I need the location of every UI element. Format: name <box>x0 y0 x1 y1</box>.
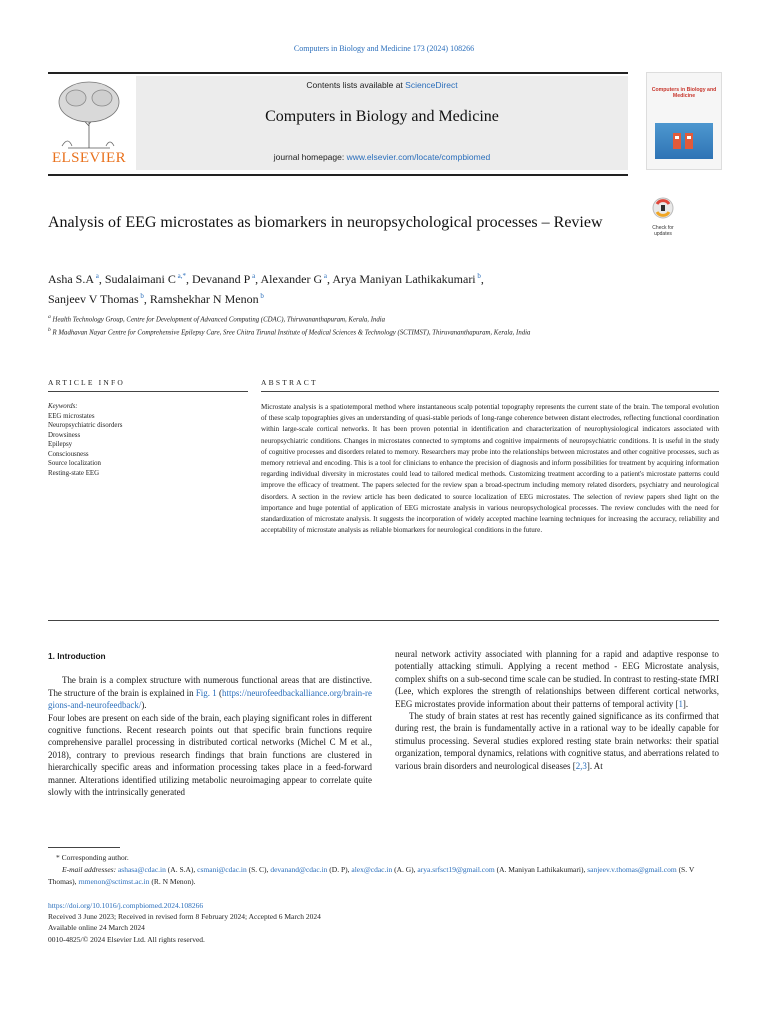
email-owner: (D. P), <box>327 865 352 874</box>
keyword-item: Drowsiness <box>48 431 81 439</box>
url-link[interactable]: https://neurofeedbackalliance.org/brain-regions-and-neurofeedback/ <box>48 687 372 711</box>
cover-title: Computers in Biology and Medicine <box>651 87 717 99</box>
keyword-item: Resting-state EEG <box>48 469 100 477</box>
header-bottom-rule <box>48 174 628 176</box>
email-owner: (R. N Menon). <box>149 877 196 886</box>
affiliation-text: R Madhavan Nayar Centre for Comprehensive Epilepsy Care, Sree Chitra Tirunal Institute of Medical Sciences & Technology (SCTIMST), Thiruvananthapuram, Kerala, India <box>52 329 531 337</box>
check-badge-line1: Check for <box>652 225 674 231</box>
affiliation-mark: b <box>48 327 51 334</box>
keyword-item: Consciousness <box>48 450 89 458</box>
affiliations <box>48 312 658 339</box>
body-paragraph: Four lobes are present on each side of the brain, each playing significant roles in different cognitive functions. Recent research points out that specific brain functions require comprehensive parallel processing in distributed cortical networks (Michel C M et al., 2018), contrary to previous research findings that brain functions are clustered in hierarchically specific areas and information processing takes place in a feed-forward manner. Alterations identified utilizing metabolic neuroimaging appear to correlate quite slowly with the intrinsically generated <box>48 712 372 798</box>
homepage-link[interactable]: www.elsevier.com/locate/compbiomed <box>346 152 491 162</box>
keyword-item: EEG microstates <box>48 412 95 420</box>
asterisk-mark: * <box>56 853 60 862</box>
keywords-label: Keywords: <box>48 403 78 410</box>
reference-link[interactable]: 1 <box>678 698 683 709</box>
body-paragraph: neural network activity associated with planning for a rapid and adaptive response to potentially attacking stimuli. Applying a recent method - EEG Microstate analysis, complex shifts on a sub-second time scale can be studied. In contrast to resting-state fMRI (Lee, which explores the strength of relationships between different cortical networks, EEG microstates provide information about their patterns of temporal activity [1]. <box>395 649 719 709</box>
body-column-left <box>48 638 372 798</box>
abstract-rule <box>261 391 719 392</box>
email-link[interactable]: rnmenon@sctimst.ac.in <box>78 877 150 886</box>
author-line-1: Asha S.A $^a$, Sudalaimani C $^{a,*}$, Devanand P $^a$, Alexander G $^a$, Arya Maniyan Lathikakumari $^b$, <box>48 272 484 286</box>
email-link[interactable]: alex@cdac.in <box>351 865 393 874</box>
check-for-updates-badge[interactable] <box>648 196 678 237</box>
author-affiliation-mark[interactable]: b <box>138 292 144 300</box>
copyright-line: 0010-4825/© 2024 Elsevier Ltd. All rights reserved. <box>48 934 205 944</box>
author-affiliation-mark[interactable]: a <box>94 272 99 280</box>
figure-link[interactable]: Fig. 1 <box>195 687 217 698</box>
author-name[interactable]: Devanand P <box>191 272 251 286</box>
contents-prefix: Contents lists available at <box>306 80 406 90</box>
check-badge-text <box>648 225 678 237</box>
email-addresses <box>48 864 719 888</box>
email-link[interactable]: sanjeev.v.thomas@gmail.com <box>587 865 677 874</box>
email-link[interactable]: ashasa@cdac.in <box>117 865 166 874</box>
footnotes <box>48 852 719 888</box>
email-link[interactable]: csmani@cdac.in <box>197 865 247 874</box>
author-name[interactable]: Alexander G <box>260 272 323 286</box>
corresponding-text: Corresponding author. <box>61 853 129 862</box>
homepage-line <box>136 152 628 162</box>
author-affiliation-mark[interactable]: b <box>475 272 481 280</box>
cover-image <box>655 123 713 159</box>
article-title: Analysis of EEG microstates as biomarkers in neuropsychological processes – Review <box>48 214 603 231</box>
keyword-item: Neuropsychiatric disorders <box>48 422 123 429</box>
homepage-prefix: journal homepage: <box>273 152 347 162</box>
email-label: E-mail addresses: <box>62 865 118 874</box>
email-owner: (S. C), <box>246 865 271 874</box>
publisher-wordmark: ELSEVIER <box>51 150 127 166</box>
affiliation-mark: a <box>48 314 51 320</box>
journal-cover-thumbnail[interactable] <box>646 72 722 170</box>
check-badge-line2: updates <box>654 231 672 237</box>
article-info-heading: ARTICLE INFO <box>48 378 125 387</box>
available-online: Available online 24 March 2024 <box>48 923 145 933</box>
keyword-item: Source localization <box>48 460 101 467</box>
author-name[interactable]: Ramshekhar N Menon <box>149 292 259 306</box>
author-affiliation-mark[interactable]: a,* <box>175 272 186 280</box>
corresponding-author-note <box>48 852 719 864</box>
author-list <box>48 268 658 308</box>
email-owner: (A. Maniyan Lathikakumari), <box>494 865 588 874</box>
section-heading: 1. Introduction <box>48 651 106 661</box>
footnote-rule <box>48 847 120 848</box>
author-affiliation-mark[interactable]: b <box>258 292 264 300</box>
email-link[interactable]: devanand@cdac.in <box>270 865 328 874</box>
email-owner: (A. G), <box>392 865 418 874</box>
affiliation-text: Health Technology Group, Centre for Development of Advanced Computing (CDAC), Thiruvananthapuram, Kerala, India <box>52 316 386 324</box>
doi-link[interactable]: https://doi.org/10.1016/j.compbiomed.2024.108266 <box>48 901 204 910</box>
keyword-item: Epilepsy <box>48 441 73 448</box>
publication-info <box>48 900 719 945</box>
affiliation-a <box>48 312 658 325</box>
body-paragraph: The brain is a complex structure with numerous functional areas that are distinctive. The structure of the brain is explained in Fig. 1 (https://neurofeedbackalliance.org/brain-regions-and-neurofeedback/). <box>48 675 372 711</box>
article-info-rule <box>48 391 248 392</box>
abstract-heading: ABSTRACT <box>261 378 318 387</box>
author-line-2: Sanjeev V Thomas $^b$, Ramshekhar N Menon $^b$ <box>48 292 264 306</box>
author-name[interactable]: Sudalaimani C <box>104 272 176 286</box>
history-dates: Received 3 June 2023; Received in revised form 8 February 2024; Accepted 6 March 2024 <box>48 912 321 922</box>
reference-link[interactable]: 2,3 <box>575 760 587 771</box>
body-paragraph: The study of brain states at rest has recently gained significance as its confirmed that during rest, the brain is fundamentally active in a rational way to be ideally capable for stimulus processing. Several studies explored resting state brain networks: their spatial organization, temporal dynamics, relations with cognitive status, and aberrations related to various brain disorders and neurological diseases [2,3]. At <box>395 711 719 771</box>
journal-title: Computers in Biology and Medicine <box>265 108 499 125</box>
author-name[interactable]: Arya Maniyan Lathikakumari <box>332 272 476 286</box>
author-affiliation-mark[interactable]: a <box>322 272 328 280</box>
body-column-right <box>395 648 719 772</box>
email-link[interactable]: arya.srfsct19@gmail.com <box>417 865 495 874</box>
section-rule <box>48 620 719 621</box>
affiliation-b <box>48 325 658 338</box>
abstract-text: Microstate analysis is a spatiotemporal method where instantaneous scalp potential topography represents the current state of the brain. The temporal evolution of these scalp topographies gives an understanding of quasi-stable periods of long-range coherence between distant electrodes, reflecting functional coordination within large-scale cortical networks. It has been proven potential in identification and characterization of neurophysiological indicators associated with neuropsychiatric conditions. Changes in microstates connected to symptoms and cognitive impairments of neuropsychiatric conditions. It is useful in the study of cognitive processes and disorders related to memory. Researchers may probe into the relationships between microstates and other cognitive processes, such as memory retrieval and encoding. This is a tool for clinicians to enhance the precision of diagnosis and inform possibilities for treatment by acquiring information regarding individual diversity in microstates could lead to tailored medical methods. Customizing treatment according to a patient's microstate patterns could improve the efficacy of treatment. The papers selected for the review span a broad-spectrum including memory related disorders, psychiatry and neurological disorders. A section in the review article has been dedicated to source localization of EEG microstates. The selection of review papers shed light on the importance and huge potential of application of EEG microstate analysis in various neuropsychological processes. The review concludes with the need for standardization of microstate analysis. It suggests the incorporation of widely accepted machine learning techniques for increasing the accuracy, reliability and acceptability of microstate analysis as reliable biomarkers for neurological conditions in the future. <box>261 403 719 535</box>
keywords-block <box>48 402 248 478</box>
email-owner: (S. V Thomas), <box>48 865 695 886</box>
keywords-list <box>48 412 248 479</box>
email-owner: (A. S.A), <box>165 865 198 874</box>
author-name[interactable]: Asha S.A <box>48 272 95 286</box>
journal-reference[interactable]: Computers in Biology and Medicine 173 (2024) 108266 <box>293 44 475 53</box>
header-top-rule <box>48 72 628 74</box>
contents-line <box>136 80 628 90</box>
author-affiliation-mark[interactable]: a <box>250 272 256 280</box>
author-name[interactable]: Sanjeev V Thomas <box>48 292 139 306</box>
sciencedirect-link[interactable]: ScienceDirect <box>405 80 458 90</box>
